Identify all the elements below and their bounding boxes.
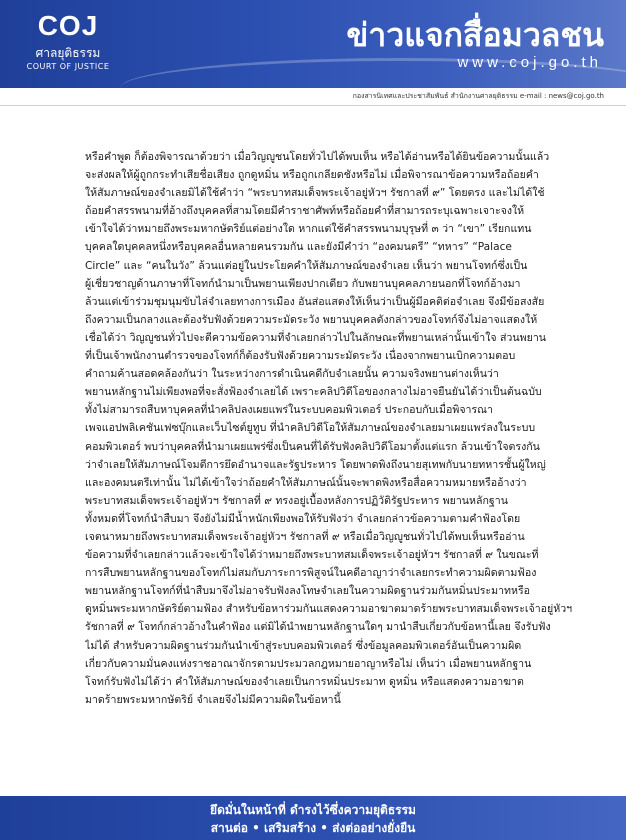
press-release-footer: [0, 796, 626, 840]
body-line: มาดร้ายพระมหากษัตริย์ จำเลยจึงไม่มีความผิดในข้อหานี้: [85, 693, 341, 706]
body-line: ให้สัมภาษณ์ของจำเลยมิได้ใช้คำว่า “พระบาทสมเด็จพระเจ้าอยู่หัวฯ รัชกาลที่ ๙” โดยตรง และไม่ได้ใช้: [85, 187, 545, 200]
body-line: ว่าจำเลยให้สัมภาษณ์โจมตีการยึดอำนาจและรัฐประหาร โดยพาดพิงถึงนายสุเทพกับนายทหารชั้นผู้ใหญ่: [85, 458, 546, 471]
body-line: จะส่งผลให้ผู้ถูกกระทำเสียชื่อเสียง ถูกดูหมิ่น หรือถูกเกลียดชังหรือไม่ เมื่อพิจารณาข้อความหรือถ้อยคำ: [85, 169, 539, 182]
contact-bar: [0, 88, 626, 106]
body-line: และองคมนตรีเท่านั้น ไม่ได้เข้าใจว่าถ้อยคำให้สัมภาษณ์นั้นจะพาดพิงหรือสื่อความหมายหรืออ้างว่า: [85, 476, 527, 489]
body-line: ทั้งไม่สามารถสืบหาบุคคลที่นำคลิปลงเผยแพร่ในระบบคอมพิวเตอร์ ประกอบกับเมื่อพิจารณา: [85, 404, 493, 417]
body-line: การสืบพยานหลักฐานของโจทก์ไม่สมกับภาระการพิสูจน์ในคดีอาญาว่าจำเลยกระทำความผิดตามฟ้อง: [85, 567, 537, 580]
header-url: www.coj.go.th: [457, 54, 602, 71]
footer-slogan-line2: สานต่อ • เสริมสร้าง • ส่งต่ออย่างยั่งยืน: [210, 821, 416, 835]
contact-text: กองสารนิเทศและประชาสัมพันธ์ สำนักงานศาลยุติธรรม e-mail : news@coj.go.th: [352, 92, 604, 100]
body-line: คำถามค้านสอดคล้องกันว่า ในระหว่างการดำเนินคดีกับจำเลยนั้น ความจริงพยานต่างเห็นว่า: [85, 368, 499, 381]
body-line: เพจแอปพลิเคชันเฟซบุ๊กและเว็บไซต์ยูทูบ ที่นำคลิปวิดีโอให้สัมภาษณ์ของจำเลยมาเผยแพร่ลงในระบบ: [85, 422, 536, 435]
coj-logo: [18, 10, 118, 80]
body-line: รัชกาลที่ ๙ โจทก์กล่าวอ้างในคำฟ้อง แต่มิได้นำพยานหลักฐานใดๆ มานำสืบเกี่ยวกับข้อหานี้เลย จึงรับฟัง: [85, 621, 551, 634]
logo-sub-thai: ศาลยุติธรรม: [35, 46, 101, 60]
body-line: บุคคลใดบุคคลหนึ่งหรือบุคคลอื่นหลายคนรวมกัน และยังมีคำว่า “องคมนตรี” “ทหาร” “Palace: [85, 241, 512, 254]
body-line: โจทก์รับฟังไม่ได้ว่า คำให้สัมภาษณ์ของจำเลยเป็นการหมิ่นประมาท ดูหมิ่น หรือแสดงความอาฆาต: [85, 675, 524, 688]
body-line: ดูหมิ่นพระมหากษัตริย์ตามฟ้อง สำหรับข้อหาร่วมกันแสดงความอาฆาตมาดร้ายพระบาทสมเด็จพระเจ้าอยู่หัวฯ: [85, 603, 573, 616]
body-line: พยานหลักฐานโจทก์ที่นำสืบมาจึงไม่อาจรับฟังลงโทษจำเลยในความผิดฐานร่วมกันหมิ่นประมาทหรือ: [85, 585, 531, 598]
body-line: ถ้อยคำสรรพนามที่อ้างถึงบุคคลที่สามโดยมีคำราชาศัพท์หรือถ้อยคำที่สามารถระบุเฉพาะเจาะจงให้: [85, 205, 525, 218]
logo-text: COJ: [37, 10, 99, 41]
body-line: พระบาทสมเด็จพระเจ้าอยู่หัวฯ รัชกาลที่ ๙ ทรงอยู่เบื้องหลังการปฏิวัติรัฐประหาร พยานหลักฐาน: [85, 494, 508, 507]
body-line: ผู้เชี่ยวชาญด้านภาษาที่โจทก์นำมาเป็นพยานเพียงปากเดียว กับพยานบุคคลภายนอกที่โจทก์อ้างมา: [85, 277, 521, 290]
body-line: Circle” และ “คนในวัง” ล้วนแต่อยู่ในประโยคคำให้สัมภาษณ์ของจำเลย เห็นว่า พยานโจทก์ซึ่งเป็น: [85, 259, 528, 272]
body-line: พยานหลักฐานไม่เพียงพอที่จะสั่งฟ้องจำเลยได้ เพราะคลิปวิดีโอของกลางไม่อาจยืนยันได้ว่าเป็นต้นฉบับ: [85, 386, 542, 399]
body-line: คอมพิวเตอร์ พบว่าบุคคลที่นำมาเผยแพร่ซึ่งเป็นคนที่ได้รับฟังคลิปวิดีโอมาตั้งแต่แรก ล้วนเข้าใจตรงกัน: [85, 440, 540, 453]
body-line: ไม่ได้ สำหรับความผิดฐานร่วมกันนำเข้าสู่ระบบคอมพิวเตอร์ ซึ่งข้อมูลคอมพิวเตอร์อันเป็นความผิด: [85, 639, 522, 652]
body-line: เจตนาหมายถึงพระบาทสมเด็จพระเจ้าอยู่หัวฯ รัชกาลที่ ๙ หรือเมื่อวิญญูชนทั่วไปได้พบเห็นหรืออ่าน: [85, 530, 525, 543]
footer-slogan-line1: ยึดมั่นในหน้าที่ ดำรงไว้ซึ่งความยุติธรรม: [210, 803, 416, 817]
press-release-header: [0, 0, 626, 88]
body-line: ทั้งหมดที่โจทก์นำสืบมา จึงยังไม่มีน้ำหนักเพียงพอให้รับฟังว่า จำเลยกล่าวข้อความตามคำฟ้องโดย: [85, 512, 521, 525]
body-line: เกี่ยวกับความมั่นคงแห่งราชอาณาจักรตามประมวลกฎหมายอาญาหรือไม่ เห็นว่า เมื่อพยานหลักฐาน: [85, 657, 532, 670]
press-release-body: [85, 148, 573, 709]
body-line: ล้วนแต่เข้าร่วมชุมนุมขับไล่จำเลยทางการเมือง อันส่อแสดงให้เห็นว่าเป็นผู้มีอคติต่อจำเลย จึงมีข้อสงสัย: [85, 295, 545, 308]
body-line: เข้าใจได้ว่าหมายถึงพระมหากษัตริย์แต่อย่างใด หากแต่ใช้คำสรรพนามบุรุษที่ ๓ ว่า “เขา” เรียกแทน: [85, 223, 532, 236]
body-line: เชื่อได้ว่า วิญญูชนทั่วไปจะตีความข้อความที่จำเลยกล่าวไปในลักษณะที่พยานเหล่านั้นเข้าใจ ส่วนพยาน: [85, 331, 547, 344]
body-line: ถึงความเป็นกลางและต้องรับฟังด้วยความระมัดระวัง พยานบุคคลดังกล่าวของโจทก์จึงไม่อาจแสดงให้: [85, 313, 538, 326]
body-line: ข้อความที่จำเลยกล่าวแล้วจะเข้าใจได้ว่าหมายถึงพระบาทสมเด็จพระเจ้าอยู่หัวฯ รัชกาลที่ ๙ ในขณะที่: [85, 549, 539, 562]
body-line: ที่เป็นเจ้าพนักงานตำรวจของโจทก์ก็ต้องรับฟังด้วยความระมัดระวัง เนื่องจากพยานเบิกความตอบ: [85, 350, 516, 363]
header-title: ข่าวแจกสื่อมวลชน: [346, 17, 604, 53]
logo-sub-en: COURT OF JUSTICE: [26, 62, 110, 71]
body-line: หรือคำพูด ก็ต้องพิจารณาด้วยว่า เมื่อวิญญูชนโดยทั่วไปได้พบเห็น หรือได้อ่านหรือได้ยินข้อความนั้นแล้ว: [85, 151, 550, 163]
